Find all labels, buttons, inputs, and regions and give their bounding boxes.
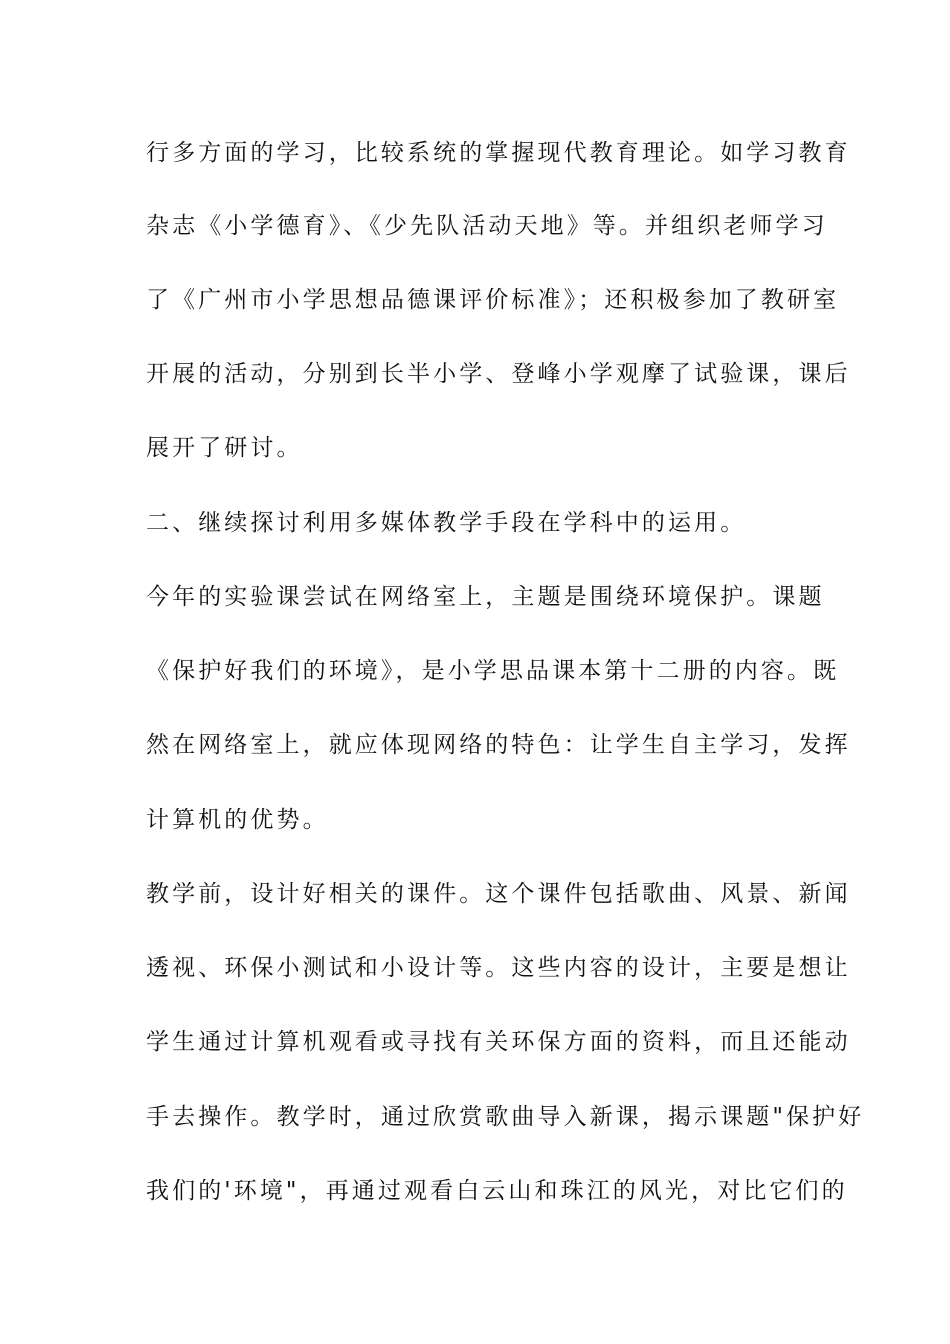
text-line: 《保护好我们的环境》，是小学思品课本第十二册的内容。既: [146, 658, 840, 684]
text-line: 展开了研讨。: [146, 435, 303, 461]
text-line: 学生通过计算机观看或寻找有关环保方面的资料，而且还能动: [146, 1029, 851, 1055]
text-line: 手去操作。教学时，通过欣赏歌曲导入新课，揭示课题"保护好: [146, 1104, 865, 1130]
text-line: 今年的实验课尝试在网络室上，主题是围绕环境保护。课题: [146, 584, 825, 610]
text-line: 杂志《小学德育》、《少先队活动天地》等。并组织老师学习: [146, 213, 828, 239]
text-line: 了《广州市小学思想品德课评价标准》；还积极参加了教研室: [146, 287, 840, 313]
text-line: 行多方面的学习，比较系统的掌握现代教育理论。如学习教育: [146, 140, 851, 166]
text-line: 开展的活动，分别到长半小学、登峰小学观摩了试验课，课后: [146, 361, 851, 387]
text-line: 透视、环保小测试和小设计等。这些内容的设计，主要是想让: [146, 955, 851, 981]
section-heading: 二、继续探讨利用多媒体教学手段在学科中的运用。: [146, 510, 747, 536]
text-line: 教学前，设计好相关的课件。这个课件包括歌曲、风景、新闻: [146, 881, 851, 907]
text-line: 我们的'环境"，再通过观看白云山和珠江的风光，对比它们的: [146, 1178, 848, 1204]
text-line: 计算机的优势。: [146, 807, 329, 833]
text-line: 然在网络室上，就应体现网络的特色：让学生自主学习，发挥: [146, 732, 851, 758]
